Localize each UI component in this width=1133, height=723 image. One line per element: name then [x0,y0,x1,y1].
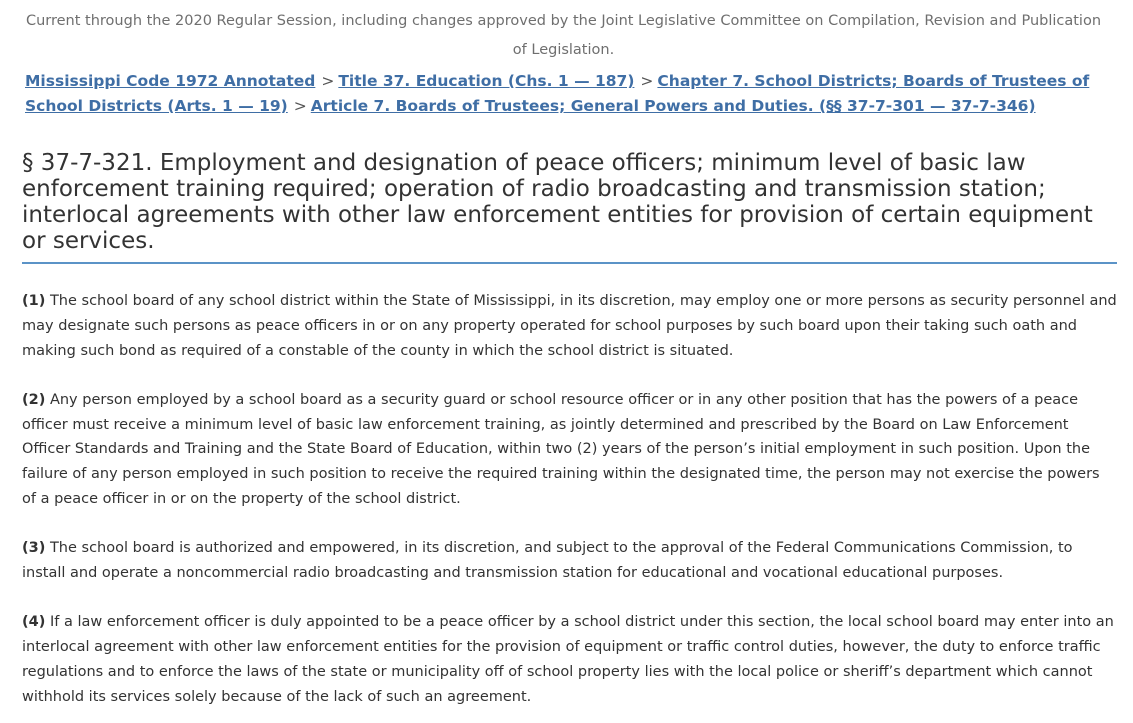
paragraph-4 [22,610,1117,709]
breadcrumb-link-article[interactable]: Article 7. Boards of Trustees; General Powers and Duties. (§§ 37-7-301 — 37-7-346) [310,97,1036,115]
paragraph-text: If a law enforcement officer is duly appointed to be a peace officer by a school district under this section, the local school board may enter into an interlocal agreement with other law enforcement entities for the provision of equipment or traffic control duties, however, the duty to enforce traffic regulations and to enforce the laws of the state or municipality off of school property lies with the local police or sheriff’s department which cannot withhold its services solely because of the lack of such an agreement. [22,614,1114,705]
paragraph-number: (2) [22,391,46,408]
breadcrumb-separator: > [640,72,654,90]
paragraph-3 [22,536,1117,586]
paragraph-2 [22,388,1117,512]
breadcrumb-link-code[interactable]: Mississippi Code 1972 Annotated [25,72,316,90]
paragraph-text: The school board is authorized and empowered, in its discretion, and subject to the approval of the Federal Communications Commission, to install and operate a noncommercial radio broadcasting and transmission station for educational and vocational educational purposes. [22,540,1073,582]
paragraph-text: Any person employed by a school board as a security guard or school resource officer or in any other position that has the powers of a peace officer must receive a minimum level of basic law enforcement training, as jointly determined and prescribed by the Board on Law Enforcement Officer Standards and Training and the State Board of Education, within two (2) years of the person’s initial employment in such position. Upon the failure of any person employed in such position to receive the required training within the designated time, the person may not exercise the powers of a peace officer in or on the property of the school district. [22,391,1100,508]
paragraph-number: (1) [22,293,46,309]
paragraph-number: (3) [22,540,46,557]
section-title: § 37-7-321. Employment and designation of peace officers; minimum level of basic law enforcement training required; operation of radio broadcasting and transmission station; interlocal agreements with other law enforcement entities for provision of certain equipment or services. [22,150,1117,264]
breadcrumb-separator: > [293,97,307,115]
currency-note: Current through the 2020 Regular Session, including changes approved by the Joint Legislative Committee on Compilation, Revision and Publication of Legislation. [25,13,1102,58]
section-content [22,289,1117,710]
breadcrumb-separator: > [321,72,335,90]
paragraph-1 [22,289,1117,363]
breadcrumb [25,69,1117,119]
breadcrumb-link-chapter[interactable]: Chapter 7. School Districts; Boards of Trustees of School Districts (Arts. 1 — 19) [25,72,1090,115]
breadcrumb-link-title[interactable]: Title 37. Education (Chs. 1 — 187) [338,72,635,90]
paragraph-text: The school board of any school district within the State of Mississippi, in its discretion, may employ one or more persons as security personnel and may designate such persons as peace officers in or on any property operated for school purposes by such board upon their taking such oath and making such bond as required of a constable of the county in which the school district is situated. [22,293,1117,359]
paragraph-number: (4) [22,614,46,631]
